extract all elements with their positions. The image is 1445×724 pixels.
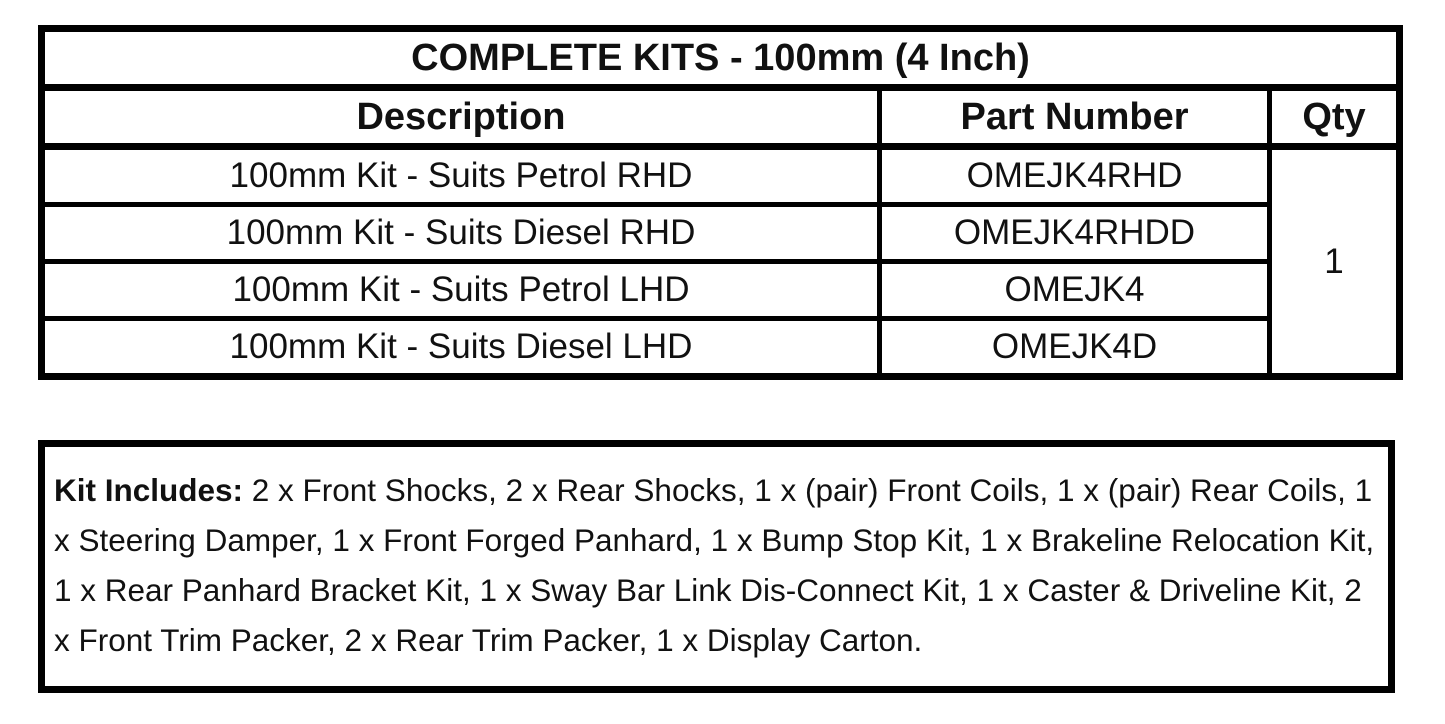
qty-cell: 1 xyxy=(1270,147,1400,377)
table-header-row xyxy=(42,88,1400,147)
table-title-row xyxy=(42,29,1400,88)
description-cell: 100mm Kit - Suits Petrol LHD xyxy=(42,262,880,319)
table-row xyxy=(42,319,1400,377)
complete-kits-table xyxy=(38,25,1403,380)
column-header-part-number: Part Number xyxy=(880,88,1270,147)
table-row xyxy=(42,262,1400,319)
table-row xyxy=(42,147,1400,205)
column-header-qty: Qty xyxy=(1270,88,1400,147)
table-row xyxy=(42,205,1400,262)
table-title: COMPLETE KITS - 100mm (4 Inch) xyxy=(42,29,1400,88)
part-number-cell: OMEJK4 xyxy=(880,262,1270,319)
description-cell: 100mm Kit - Suits Diesel LHD xyxy=(42,319,880,377)
kit-includes-label: Kit Includes: xyxy=(54,472,244,508)
kit-includes-box xyxy=(38,440,1395,693)
kit-includes-text: 2 x Front Shocks, 2 x Rear Shocks, 1 x (pair) Front Coils, 1 x (pair) Rear Coils, 1 x Steering Damper, 1 x Front Forged Panhard, 1 x Bump Stop Kit, 1 x Brakeline Relocation Kit, 1 x Rear Panhard Bracket Kit, 1 x Sway Bar Link Dis-Connect Kit, 1 x Caster & Driveline Kit, 2 x Front Trim Packer, 2 x Rear Trim Packer, 1 x Display Carton. xyxy=(54,472,1375,658)
part-number-cell: OMEJK4D xyxy=(880,319,1270,377)
column-header-description: Description xyxy=(42,88,880,147)
description-cell: 100mm Kit - Suits Petrol RHD xyxy=(42,147,880,205)
description-cell: 100mm Kit - Suits Diesel RHD xyxy=(42,205,880,262)
part-number-cell: OMEJK4RHDD xyxy=(880,205,1270,262)
part-number-cell: OMEJK4RHD xyxy=(880,147,1270,205)
